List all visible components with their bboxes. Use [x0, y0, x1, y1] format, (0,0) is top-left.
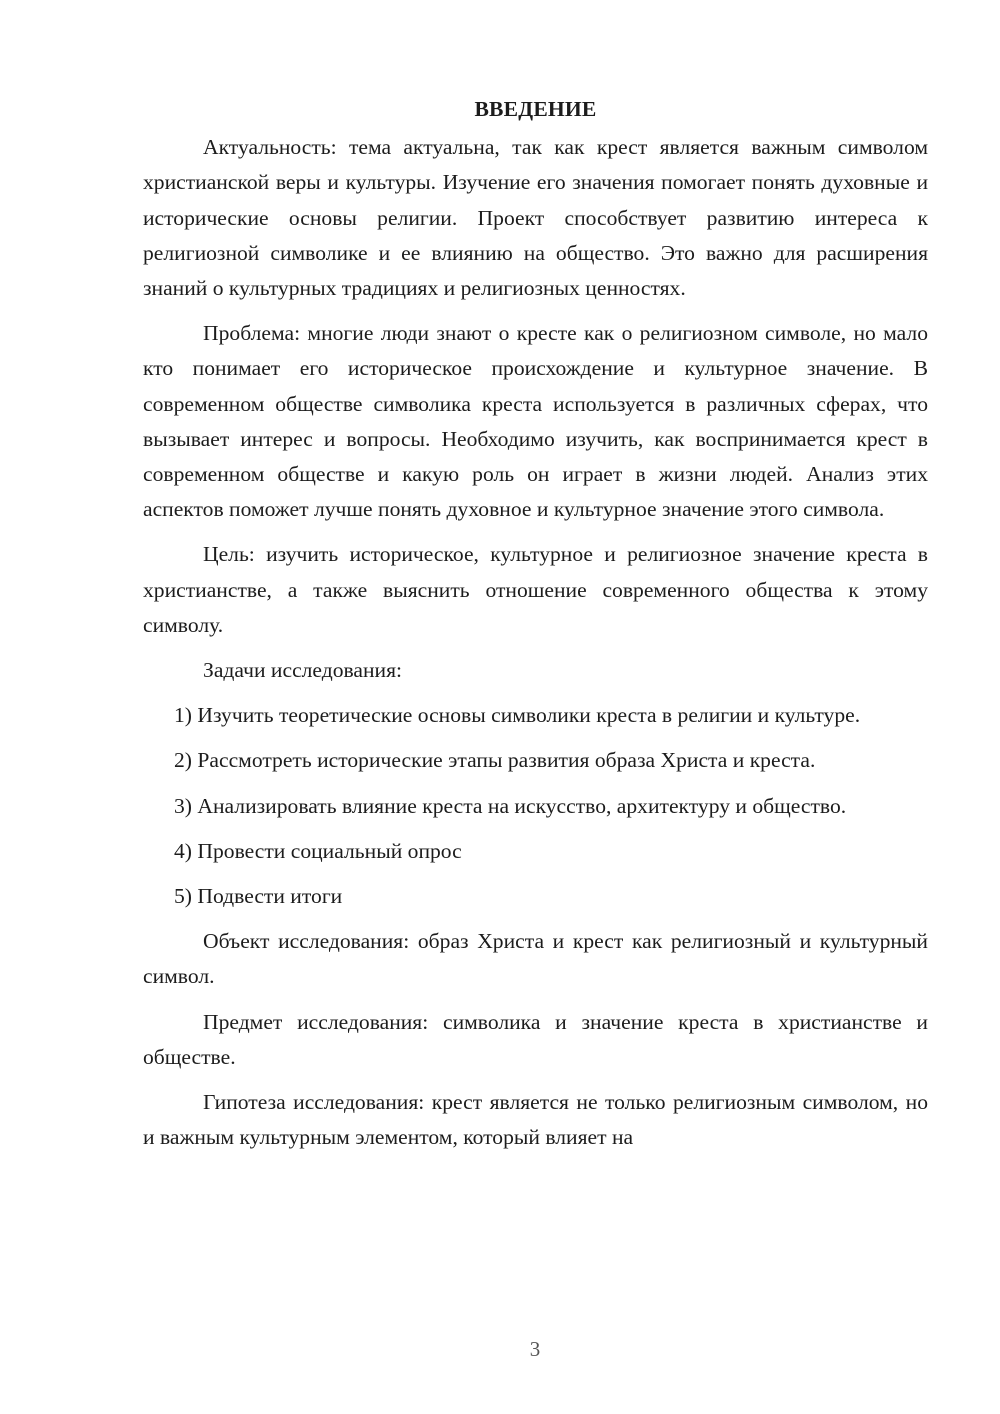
- task-item-2: 2) Рассмотреть исторические этапы развития образа Христа и креста.: [174, 748, 816, 773]
- page-content: [143, 92, 928, 1165]
- paragraph-hypothesis: Гипотеза исследования: крест является не только религиозным символом, но и важным культурным элементом, который влияет на: [143, 1090, 928, 1150]
- task-item-4: 4) Провести социальный опрос: [174, 838, 462, 863]
- paragraph-subject: Предмет исследования: символика и значение креста в христианстве и обществе.: [143, 1009, 928, 1069]
- page-number: 3: [529, 1337, 541, 1361]
- task-item-5: 5) Подвести итоги: [174, 884, 343, 909]
- task-item-3: 3) Анализировать влияние креста на искусство, архитектуру и общество.: [174, 793, 847, 818]
- paragraph-relevance: Актуальность: тема актуальна, так как крест является важным символом христианской веры и культуры. Изучение его значения помогает понять духовные и исторические основы религии. Проект способствует развитию интереса к религиозной символике и ее влиянию на общество. Это важно для расширения знаний о культурных традициях и религиозных ценностях.: [143, 135, 928, 301]
- paragraph-problem: Проблема: многие люди знают о кресте как о религиозном символе, но мало кто понимает его историческое происхождение и культурное значение. В современном обществе символика креста используется в различных сферах, что вызывает интерес и вопросы. Необходимо изучить, как воспринимается крест в современном обществе и какую роль он играет в жизни людей. Анализ этих аспектов поможет лучше понять духовное и культурное значение этого символа.: [143, 321, 928, 522]
- tasks-heading: Задачи исследования:: [203, 658, 403, 683]
- paragraph-goal: Цель: изучить историческое, культурное и религиозное значение креста в христианстве, а также выяснить отношение современного общества к этому символу.: [143, 542, 928, 637]
- paragraph-object: Объект исследования: образ Христа и крест как религиозный и культурный символ.: [143, 929, 928, 989]
- section-heading: ВВЕДЕНИЕ: [474, 97, 597, 121]
- task-item-1: 1) Изучить теоретические основы символики креста в религии и культуре.: [174, 703, 861, 728]
